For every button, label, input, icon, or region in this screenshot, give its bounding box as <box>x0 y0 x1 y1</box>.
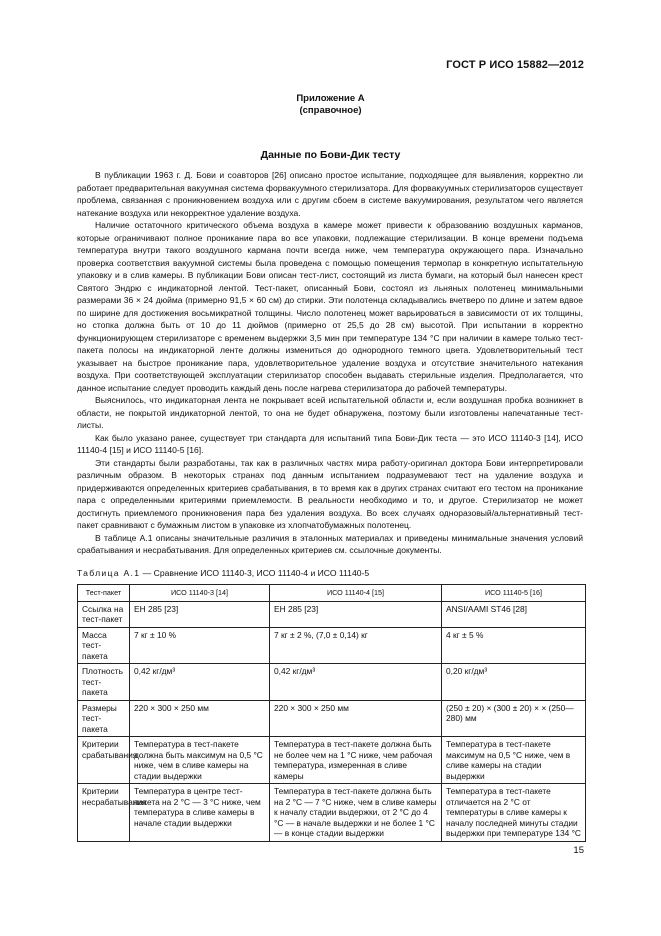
paragraph: Наличие остаточного критического объема воздуха в камере может привести к образованию воздушных карманов, которые ограничивают полное проникание пара во все упаковки, подлежащие стерилизации. В конце времени подъема температура внутри такого воздушного кармана почти всегда ниже, чем температура окружающего пара. Изначально проверка соответствия вакуумной системы была проведена с помощью помещения термопар в конкретную испытательную упаковку и в слив камеры. В публикации Бови описан тест-лист, состоящий из листа бумаги, на который был нанесен крест Святого Эндрю с индикаторной лентой. Тест-пакет, описанный Бови, состоял из льняных полотенец минимальными размерами 36 × 24 дюйма (примерно 91,5 × 60 см) до стирки. Эти полотенца складывались вчетверо по длине и затем вдвое по ширине для достижения восьмикратной толщины. Число полотенец может варьироваться в зависимости от их толщины, но стопка должна быть от 10 до 11 дюймов (примерно от 25,5 до 28 см) высотой. При испытании в корректно функционирующем стерилизаторе с временем выдержки 3,5 мин при температуре 134 °С при наличии в камере только тест-пакета полосы на индикаторной ленте должны измениться до однородного темного цвета. Удовлетворительный тест указывает на быстрое проникание пара, удовлетворительное удаление воздуха и отсутствие значительного натекания воздуха. При соответствующей эксплуатации стерилизатор способен выдавать стерильные изделия. Предполагается, что данное испытание следует проводить каждый день после нагрева стерилизатора до рабочей температуры. <box>77 220 583 393</box>
table-cell: Температура в тест-пакете должна быть максимум на 0,5 °С ниже, чем в сливе камеры на стадии выдержки <box>130 737 270 784</box>
row-label: Масса тест-пакета <box>78 627 130 664</box>
table-cell: Температура в тест-пакете должна быть не более чем на 1 °С ниже, чем рабочая температура, измеренная в сливе камеры <box>270 737 442 784</box>
paragraph: В таблице А.1 описаны значительные различия в эталонных материалах и приведены минимальные значения условий срабатывания и несрабатывания. Для определенных критериев см. ссылочные документы. <box>77 532 583 555</box>
body-text <box>77 169 583 557</box>
paragraph: Выяснилось, что индикаторная лента не покрывает всей испытательной области и, если воздушная пробка возникнет в области, не покрытой индикаторной лентой, то она не будет обнаружена, поэтому были изготовлены напечатанные тест-листы. <box>77 395 583 430</box>
table-header-row <box>78 585 586 602</box>
table-header-cell: ИСО 11140-4 [15] <box>270 585 442 602</box>
row-label: Критерии срабатывания <box>78 737 130 784</box>
table-header-cell: ИСО 11140-5 [16] <box>442 585 586 602</box>
table-cell: Температура в центре тест-пакета на 2 °С — 3 °С ниже, чем температура в сливе камеры в начале стадии выдержки <box>130 784 270 842</box>
paragraph: Как было указано ранее, существует три стандарта для испытаний типа Бови-Дик теста — это ИСО 11140-3 [14], ИСО 11140-4 [15] и ИСО 11140-5 [16]. <box>77 432 583 455</box>
table-row <box>78 664 586 701</box>
table-cell: Температура в тест-пакете отличается на 2 °С от температуры в сливе камеры к началу последней минуты стадии выдержки при температуре 134 °С <box>442 784 586 842</box>
appendix-subtitle: (справочное) <box>299 105 362 116</box>
paragraph: Эти стандарты были разработаны, так как в различных частях мира работу-оригинал доктора Бови интерпретировали различным образом. В некоторых странах под данным испытанием подразумевают тест на удаление воздуха и придерживаются определенных критериев срабатывания, в то время как в других странах считают его тестом на проникание пара с определенными критериями приемлемости. В реальности необходимо и то, и другое. Стерилизатор не может достигнуть приемлемого проникновения пара без удаления воздуха. Во всех случаях одноразовый/альтернативный тест-пакет сравнивают с бумажным листом в упаковке из хлопчатобумажных полотенец. <box>77 457 583 530</box>
appendix-title: Приложение А <box>296 93 365 104</box>
table-cell: 0,42 кг/дм³ <box>130 664 270 701</box>
paragraph: В публикации 1963 г. Д. Бови и соавторов [26] описано простое испытание, подходящее для выявления, корректно ли работает предварительная вакуумная система форвакуумного стерилизатора. Для форвакуумных стерилизаторов существует проблема, связанная с проникновением воздуха или с другим сбоем в системе вакуумирования, результатом чего является натекание воздуха или некорректное удаление воздуха. <box>77 170 583 218</box>
document-header: ГОСТ Р ИСО 15882—2012 <box>446 59 584 71</box>
table-cell: 0,20 кг/дм³ <box>442 664 586 701</box>
table-cell: Температура в тест-пакете максимум на 0,5 °С ниже, чем в сливе камеры на стадии выдержки <box>442 737 586 784</box>
table-row <box>78 601 586 627</box>
table-row <box>78 784 586 842</box>
table-row <box>78 700 586 737</box>
table-row <box>78 737 586 784</box>
row-label: Размеры тест-пакета <box>78 700 130 737</box>
table-header-cell: ИСО 11140-3 [14] <box>130 585 270 602</box>
table-cell: 7 кг ± 10 % <box>130 627 270 664</box>
table-header-cell: Тест-пакет <box>78 585 130 602</box>
table-cell: ЕН 285 [23] <box>130 601 270 627</box>
table-cell: (250 ± 20) × (300 ± 20) × × (250—280) мм <box>442 700 586 737</box>
table-cell: ЕН 285 [23] <box>270 601 442 627</box>
table-cell: ANSI/AAMI ST46 [28] <box>442 601 586 627</box>
row-label: Критерии несрабатывания <box>78 784 130 842</box>
row-label: Плотность тест-пакета <box>78 664 130 701</box>
table-caption-label: Таблица А.1 <box>77 568 141 578</box>
table-cell: 7 кг ± 2 %, (7,0 ± 0,14) кг <box>270 627 442 664</box>
comparison-table <box>77 584 586 842</box>
table-row <box>78 627 586 664</box>
table-cell: 220 × 300 × 250 мм <box>130 700 270 737</box>
table-cell: 4 кг ± 5 % <box>442 627 586 664</box>
table-caption-text: — Сравнение ИСО 11140-3, ИСО 11140-4 и ИСО 11140-5 <box>140 568 370 578</box>
table-cell: Температура в тест-пакете должна быть на 2 °С — 7 °С ниже, чем в сливе камеры к началу стадии выдержки, от 2 °С до 4 °С — в начале выдержки и не более 1 °С — в конце стадии выдержки <box>270 784 442 842</box>
table-cell: 0,42 кг/дм³ <box>270 664 442 701</box>
table-cell: 220 × 300 × 250 мм <box>270 700 442 737</box>
table-caption <box>77 568 369 579</box>
row-label: Ссылка на тест-пакет <box>78 601 130 627</box>
appendix-heading <box>0 93 661 117</box>
section-title: Данные по Бови-Дик тесту <box>260 149 401 161</box>
page-number: 15 <box>573 845 584 856</box>
